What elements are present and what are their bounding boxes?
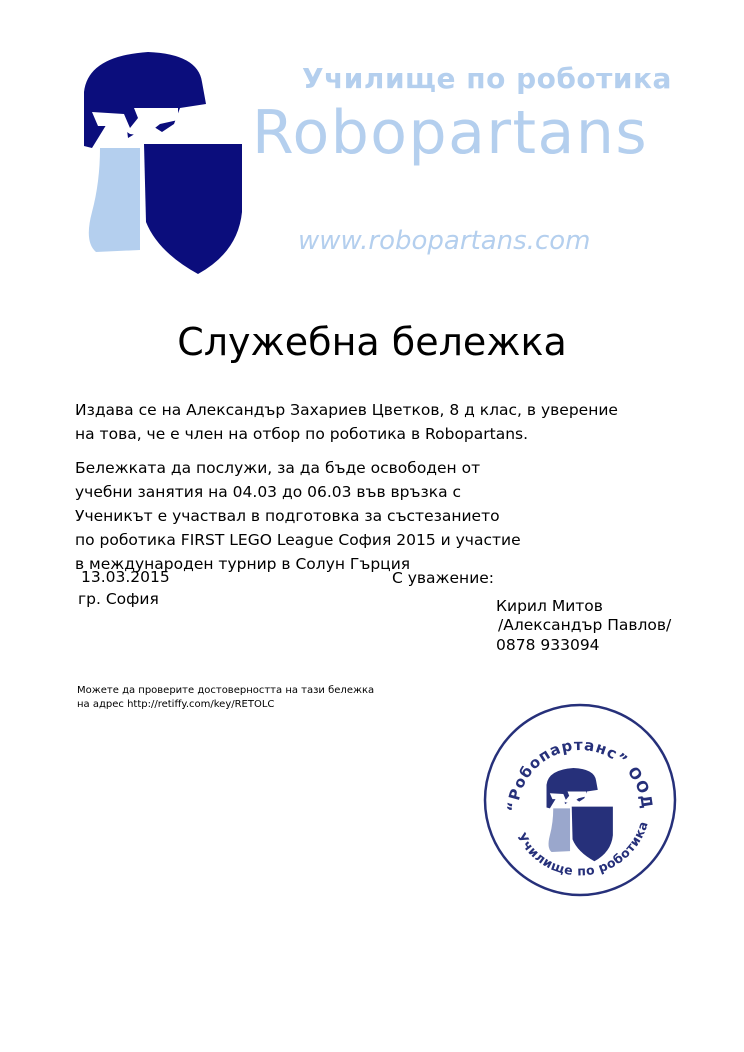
robopartans-logo-icon [78,52,248,276]
stamp-helmet-icon [547,768,613,861]
website-link[interactable]: www.robopartans.com [298,226,591,256]
regards-text: С уважение: [392,569,495,587]
paragraph-line: в международен турнир в Солун Гърция [75,555,411,573]
logo-shield-light [89,148,140,252]
stamp-top-text: “Робопартанс” ООД [503,735,657,813]
signatory-name: Кирил Митов [496,597,603,615]
verify-url[interactable]: на адрес http://retiffy.com/key/RETOLC [77,699,275,710]
company-stamp-icon [482,702,678,898]
brand-name: Robopartans [252,98,649,168]
paragraph-line: на това, че е член на отбор по роботика в Robopartans. [75,425,529,443]
paragraph-line: Издава се на Александър Захариев Цветков, 8 д клас, в уверение [75,401,618,419]
paragraph-line: Ученикът е участвал в подготовка за състезанието [75,507,500,525]
document-title: Служебна бележка [177,320,567,364]
signatory-delegate: /Александър Павлов/ [498,616,672,634]
paragraph-line: по роботика FIRST LEGO League София 2015 и участие [75,531,521,549]
issue-city: гр. София [78,590,159,608]
paragraph-membership [75,398,618,446]
issue-date: 13.03.2015 [81,568,170,586]
paragraph-line: учебни занятия на 04.03 до 06.03 във връзка с [75,483,462,501]
logo-shield [144,144,242,274]
stamp-bottom-text: Училище по роботика [514,819,651,879]
paragraph-line: Бележката да послужи, за да бъде освободен от [75,459,481,477]
signatory-phone: 0878 933094 [496,636,600,654]
school-line: Училище по роботика [302,62,672,95]
verify-note: Можете да проверите достоверността на тази бележка [77,685,375,696]
paragraph-purpose [75,456,521,576]
